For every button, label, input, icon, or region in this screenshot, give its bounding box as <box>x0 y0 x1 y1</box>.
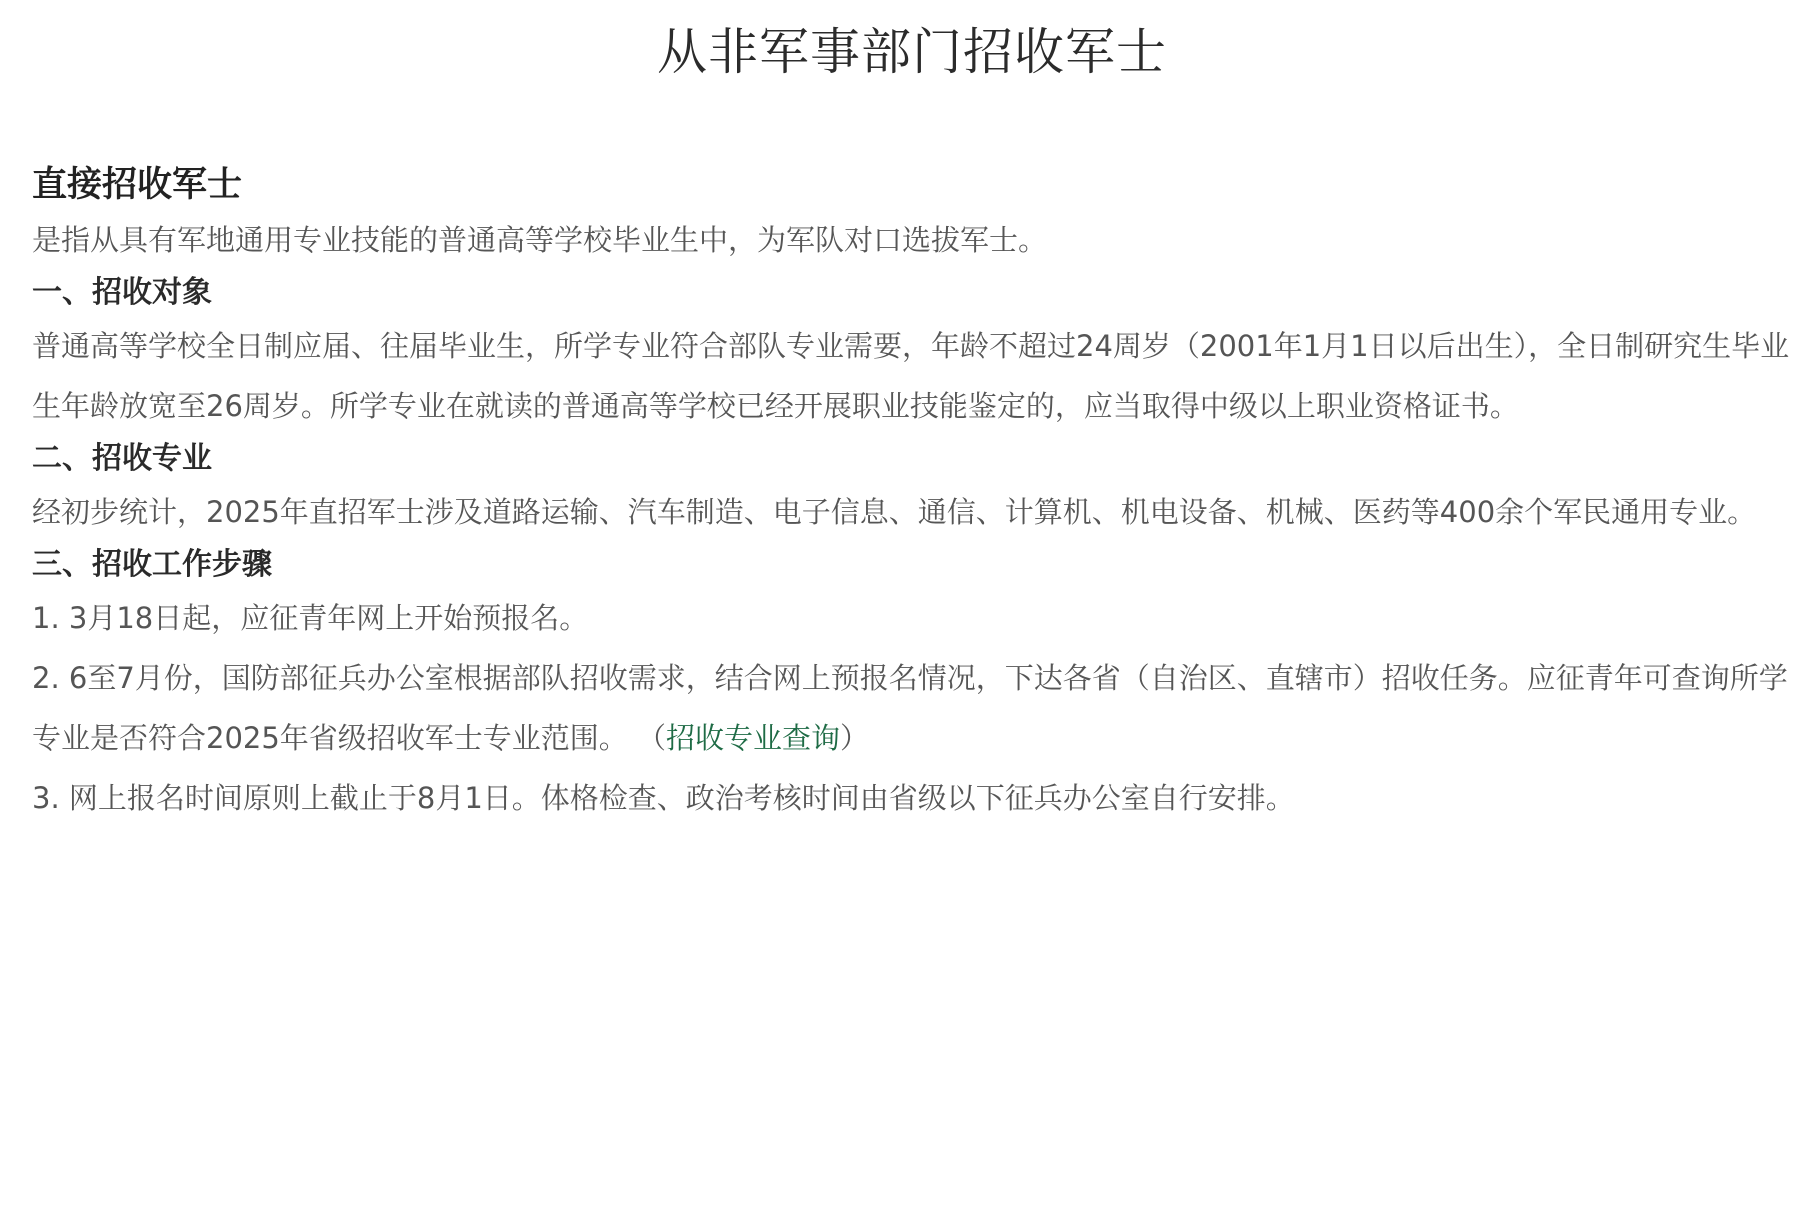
section-heading: 直接招收军士 <box>32 165 243 205</box>
majors-paragraph: 经初步统计，2025年直招军士涉及道路运输、汽车制造、电子信息、通信、计算机、机电设备、机械、医药等400余个军民通用专业。 <box>32 495 1757 529</box>
steps-heading: 三、招收工作步骤 <box>32 547 272 582</box>
step-2-text: 2. 6至7月份，国防部征兵办公室根据部队招收需求，结合网上预报名情况，下达各省（自治区、直辖市）招收任务。应征青年可查询所学专业是否符合2025年省级招收军士专业范围。 <box>32 661 1788 755</box>
major-query-link[interactable]: 招收专业查询 <box>666 721 841 755</box>
step-2-paren-close: ） <box>840 721 870 755</box>
majors-heading: 二、招收专业 <box>32 441 212 476</box>
step-2-paragraph <box>32 648 1792 768</box>
page-title: 从非军事部门招收军士 <box>657 23 1167 81</box>
target-heading: 一、招收对象 <box>32 275 212 310</box>
step-3-paragraph: 3. 网上报名时间原则上截止于8月1日。体格检查、政治考核时间由省级以下征兵办公室自行安排。 <box>32 781 1295 815</box>
step-1-paragraph: 1. 3月18日起，应征青年网上开始预报名。 <box>32 601 589 635</box>
section-intro: 是指从具有军地通用专业技能的普通高等学校毕业生中，为军队对口选拔军士。 <box>32 223 1048 257</box>
target-paragraph: 普通高等学校全日制应届、往届毕业生，所学专业符合部队专业需要，年龄不超过24周岁（2001年1月1日以后出生），全日制研究生毕业生年龄放宽至26周岁。所学专业在就读的普通高等学校已经开展职业技能鉴定的，应当取得中级以上职业资格证书。 <box>32 329 1790 423</box>
step-2-paren-open: （ <box>627 721 667 755</box>
